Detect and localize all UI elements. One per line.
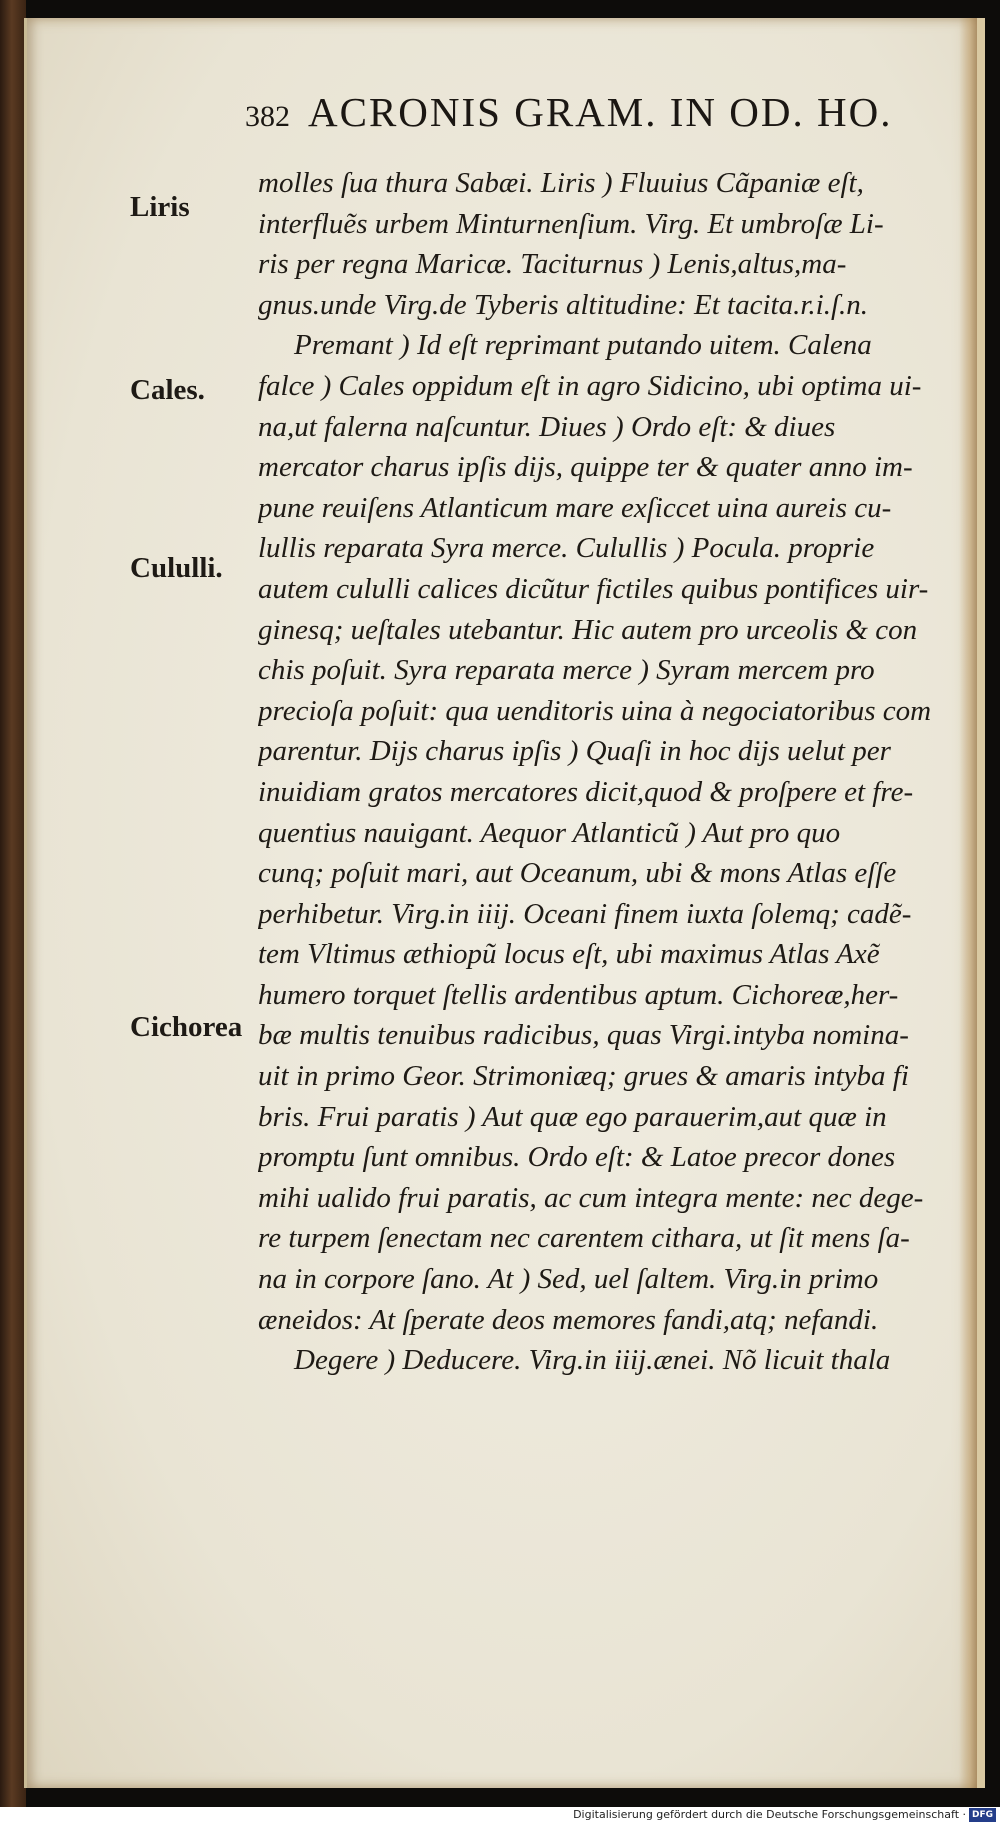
text-line: molles ſua thura Sabæi. Liris ) Fluuius Cãpaniæ eſt, bbox=[258, 167, 864, 199]
text-line: na in corpore ſano. At ) Sed, uel ſaltem. Virg.in primo bbox=[258, 1263, 879, 1296]
text-line: promptu ſunt omnibus. Ordo eſt: & Latoe precor dones bbox=[258, 1141, 896, 1174]
text-line: Premant ) Id eſt reprimant putando uitem. Calena bbox=[294, 329, 872, 362]
text-line: mihi ualido frui paratis, ac cum integra mente: nec dege- bbox=[258, 1181, 924, 1214]
text-line: æneidos: At ſperate deos memores fandi,atq; nefandi. bbox=[258, 1303, 879, 1336]
margin-note-cichorea: Cichorea bbox=[130, 1011, 243, 1043]
text-line: pune reuiſens Atlanticum mare exſiccet uina aureis cu- bbox=[258, 491, 892, 524]
text-line: re turpem ſenectam nec carentem cithara, ut ſit mens ſa- bbox=[258, 1222, 910, 1255]
margin-note-cales: Cales. bbox=[130, 374, 205, 406]
text-line: inuidiam gratos mercatores dicit,quod & proſpere et fre- bbox=[258, 775, 914, 808]
text-line: Degere ) Deducere. Virg.in iiij.ænei. Nõ licuit thala bbox=[294, 1344, 891, 1377]
text-line: interfluẽs urbem Minturnenſium. Virg. Et umbroſæ Li- bbox=[258, 207, 884, 240]
footer-credit: Digitalisierung gefördert durch die Deutsche Forschungsgemeinschaft · bbox=[573, 1808, 966, 1821]
text-line: mercator charus ipſis dijs, quippe ter & quater anno im- bbox=[258, 451, 913, 484]
text-line: tem Vltimus æthiopũ locus eſt, ubi maximus Atlas Axẽ bbox=[258, 938, 880, 971]
text-line: bæ multis tenuibus radicibus, quas Virgi.intyba nomina- bbox=[258, 1019, 909, 1052]
text-line: gnus.unde Virg.de Tyberis altitudine: Et tacita.r.i.ſ.n. bbox=[258, 288, 869, 321]
body-text bbox=[258, 163, 958, 1381]
book-spine bbox=[0, 0, 26, 1825]
text-line: precioſa poſuit: qua uenditoris uina à negociatoribus com bbox=[258, 694, 932, 727]
text-line: lullis reparata Syra merce. Culullis ) Pocula. proprie bbox=[258, 532, 875, 565]
dfg-logo: DFG bbox=[969, 1808, 996, 1822]
margin-note-liris: Liris bbox=[130, 191, 190, 223]
text-line: autem cululli calices dicũtur fictiles quibus pontifices uir- bbox=[258, 572, 929, 605]
text-line: humero torquet ſtellis ardentibus aptum. Cichoreæ,her- bbox=[258, 978, 899, 1011]
running-title: ACRONIS GRAM. IN OD. HO. bbox=[308, 89, 893, 135]
margin-note-cululli: Cululli. bbox=[130, 552, 223, 584]
page-edge-shading bbox=[959, 18, 977, 1788]
text-line: perhibetur. Virg.in iiij. Oceani finem iuxta ſolemq; cadẽ- bbox=[258, 897, 912, 930]
text-line: na,ut falerna naſcuntur. Diues ) Ordo eſt: & diues bbox=[258, 410, 836, 443]
running-head bbox=[245, 88, 935, 136]
text-line: ris per regna Maricæ. Taciturnus ) Lenis,altus,ma- bbox=[258, 248, 847, 281]
text-line: ginesq; ueſtales utebantur. Hic autem pro urceolis & con bbox=[258, 613, 918, 646]
text-line: chis poſuit. Syra reparata merce ) Syram mercem pro bbox=[258, 654, 875, 687]
text-line: falce ) Cales oppidum eſt in agro Sidicino, ubi optima ui- bbox=[258, 369, 922, 402]
text-line: cunq; poſuit mari, aut Oceanum, ubi & mons Atlas eſſe bbox=[258, 857, 897, 890]
page-number: 382 bbox=[245, 100, 290, 133]
text-line: bris. Frui paratis ) Aut quæ ego parauerim,aut quæ in bbox=[258, 1100, 887, 1133]
text-line: quentius nauigant. Aequor Atlanticũ ) Aut pro quo bbox=[258, 816, 841, 849]
text-line: parentur. Dijs charus ipſis ) Quaſi in hoc dijs uelut per bbox=[258, 735, 891, 768]
text-line: uit in primo Geor. Strimoniæq; grues & amaris intyba fi bbox=[258, 1060, 909, 1093]
